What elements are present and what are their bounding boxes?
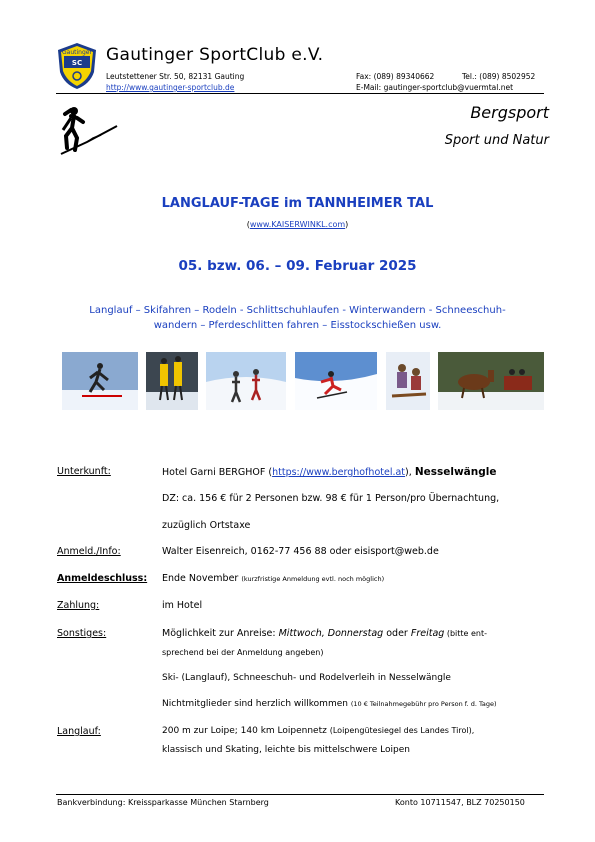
photo-skiers-group — [146, 352, 198, 410]
unterkunft-price: DZ: ca. 156 € für 2 Personen bzw. 98 € für 1 Person/pro Übernachtung, — [162, 493, 500, 504]
department-title: Bergsport — [470, 103, 549, 122]
langlauf-line1 — [162, 726, 474, 736]
club-tel: Tel.: (089) 8502952 — [462, 72, 536, 81]
footer-account: Konto 10711547, BLZ 70250150 — [395, 798, 525, 807]
club-name: Gautinger SportClub e.V. — [106, 45, 324, 65]
sonstiges-note2: sprechend bei der Anmeldung angeben) — [162, 648, 324, 657]
sonstiges-guests — [162, 699, 497, 709]
department-subtitle: Sport und Natur — [444, 133, 549, 148]
sonstiges-label: Sonstiges: — [57, 628, 107, 639]
climber-icon — [57, 104, 119, 156]
photo-sledding — [386, 352, 430, 410]
langlauf-distance: 200 m zur Loipe; 140 km Loipennetz — [162, 726, 327, 736]
langlauf-label: Langlauf: — [57, 726, 101, 737]
club-fax: Fax: (089) 89340662 — [356, 72, 435, 81]
hotel-website-link[interactable]: https://www.berghofhotel.at — [272, 467, 406, 478]
anmeldeschluss-date: Ende November — [162, 573, 239, 584]
club-website-link[interactable]: http://www.gautinger-sportclub.de — [106, 83, 235, 92]
sonstiges-fee: (10 € Teilnahmegebühr pro Person f. d. Tage) — [350, 700, 497, 708]
event-activities-line1: Langlauf – Skifahren – Rodeln - Schlittschuhlaufen - Winterwandern - Schneeschuh- — [89, 305, 506, 316]
langlauf-line2: klassisch und Skating, leichte bis mittelschwere Loipen — [162, 745, 410, 755]
anmeld-label: Anmeld./Info: — [57, 546, 121, 557]
event-website-link[interactable]: www.KAISERWINKL.com — [249, 220, 346, 229]
anmeldeschluss-value — [162, 573, 384, 584]
zahlung-label: Zahlung: — [57, 600, 100, 611]
footer-bank: Bankverbindung: Kreissparkasse München Starnberg — [57, 798, 269, 807]
zahlung-value: im Hotel — [162, 600, 203, 611]
sonstiges-guests-text: Nichtmitglieder sind herzlich willkommen — [162, 699, 348, 709]
photo-downhill-skier — [295, 352, 377, 410]
footer-divider — [56, 794, 544, 795]
sonstiges-rental: Ski- (Langlauf), Schneeschuh- und Rodelverleih in Nesselwängle — [162, 673, 451, 683]
logo-bottom-text: SC — [71, 59, 83, 67]
sonstiges-or: oder — [383, 628, 411, 639]
photo-snowshoe-hikers — [206, 352, 286, 410]
anmeldeschluss-note: (kurzfristige Anmeldung evtl. noch möglich) — [241, 575, 385, 583]
sonstiges-friday: Freitag — [410, 628, 445, 639]
anmeldeschluss-label: Anmeldeschluss: — [57, 573, 148, 584]
sonstiges-prefix: Möglichkeit zur Anreise: — [162, 628, 279, 639]
event-title: LANGLAUF-TAGE im TANNHEIMER TAL — [161, 196, 434, 211]
photo-horse-sleigh — [438, 352, 544, 410]
unterkunft-value — [162, 466, 496, 478]
event-link-wrap: (www.KAISERWINKL.com) — [246, 220, 349, 229]
unterkunft-place: Nesselwängle — [414, 466, 497, 478]
header-divider — [56, 93, 544, 94]
club-address: Leutstettener Str. 50, 82131 Gauting — [106, 72, 245, 81]
unterkunft-hotel: Hotel Garni BERGHOF ( — [162, 467, 273, 478]
unterkunft-label: Unterkunft: — [57, 466, 111, 477]
unterkunft-close: ), — [405, 467, 412, 478]
club-email: E-Mail: gautinger-sportclub@vuermtal.net — [356, 83, 514, 92]
event-dates: 05. bzw. 06. – 09. Februar 2025 — [178, 258, 417, 274]
club-logo — [56, 42, 98, 90]
event-activities-line2: wandern – Pferdeschlitten fahren – Eisstockschießen usw. — [153, 320, 442, 331]
logo-top-text: Gautinger — [62, 49, 92, 56]
sonstiges-arrival — [162, 628, 487, 639]
sonstiges-days: Mittwoch, Donnerstag — [278, 628, 384, 639]
unterkunft-tax: zuzüglich Ortstaxe — [162, 520, 251, 531]
photo-cross-country-skier — [62, 352, 138, 410]
langlauf-note: (Loipengütesiegel des Landes Tirol), — [329, 726, 475, 735]
sonstiges-note1: (bitte ent- — [444, 629, 488, 638]
anmeld-value: Walter Eisenreich, 0162-77 456 88 oder eisisport@web.de — [162, 546, 439, 557]
